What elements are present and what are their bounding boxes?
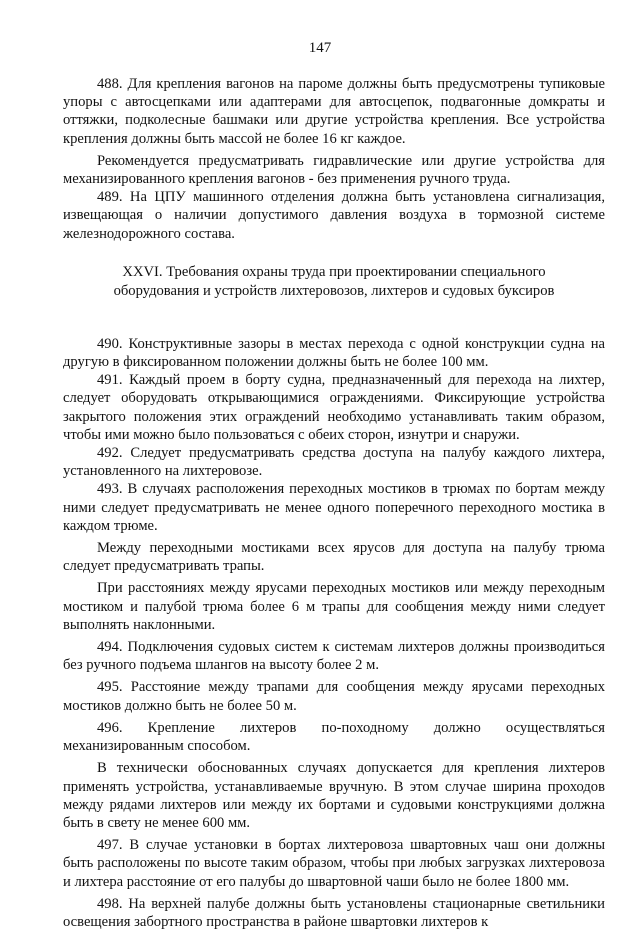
paragraph-494: 494. Подключения судовых систем к системам лихтеров должны производиться без ручного подъема шлангов на высоту более 2 м. xyxy=(63,639,605,674)
page-number: 147 xyxy=(308,40,332,56)
paragraph-493: 493. В случаях расположения переходных мостиков в трюмах по бортам между ними следует предусматривать не менее одного поперечного переходного мостика в каждом трюме. xyxy=(63,481,605,534)
paragraph-490: 490. Конструктивные зазоры в местах перехода с одной конструкции судна на другую в фиксированном положении должны быть не более 100 мм. xyxy=(63,335,605,371)
paragraph-493-distance: При расстояниях между ярусами переходных мостиков или между переходным мостиком и палубой трюма более 6 м трапы для сообщения между ними следует выполнять наклонными. xyxy=(63,580,605,633)
paragraph-488: 488. Для крепления вагонов на пароме должны быть предусмотрены тупиковые упоры с автосцепками или адаптерами для автосцепок, подвагонные домкраты и оттяжки, подколесные башмаки или другие устройства крепления. Все устройства крепления должны быть массой не более 16 кг каждое. xyxy=(63,76,605,147)
paragraph-492: 492. Следует предусматривать средства доступа на палубу каждого лихтера, установленного на лихтеровозе. xyxy=(63,445,605,480)
paragraph-489: 489. На ЦПУ машинного отделения должна быть установлена сигнализация, извещающая о наличии допустимого давления воздуха в тормозной системе железнодорожного состава. xyxy=(63,189,605,242)
document-body xyxy=(63,75,605,931)
paragraph-497: 497. В случае установки в бортах лихтеровоза швартовных чаш они должны быть расположены по высоте таким образом, чтобы при любых загрузках лихтеровоза и лихтера расстояние от его палубы до швартовной чаши было не более 1800 мм. xyxy=(63,837,605,890)
paragraph-495: 495. Расстояние между трапами для сообщения между ярусами переходных мостиков должно быть не более 50 м. xyxy=(63,679,605,714)
paragraph-496: 496. Крепление лихтеров по-походному должно осуществляться механизированным способом. xyxy=(63,719,605,755)
paragraph-498: 498. На верхней палубе должны быть установлены стационарные светильники освещения забортного пространства в районе швартовки лихтеров к xyxy=(63,895,605,930)
section-heading: XXVI. Требования охраны труда при проектировании специального оборудования и устройств лихтеровозов, лихтеров и судовых буксиров xyxy=(113,263,555,299)
paragraph-496-manual: В технически обоснованных случаях допускается для крепления лихтеров применять устройства, устанавливаемые вручную. В этом случае ширина проходов между рядами лихтеров или между их бортами и судовыми конструкциями должна быть в свету не менее 600 мм. xyxy=(63,760,605,831)
paragraph-488-note: Рекомендуется предусматривать гидравлические или другие устройства для механизированного крепления вагонов - без применения ручного труда. xyxy=(63,152,605,188)
paragraph-493-trapy: Между переходными мостиками всех ярусов для доступа на палубу трюма следует предусматривать трапы. xyxy=(63,540,605,575)
paragraph-491: 491. Каждый проем в борту судна, предназначенный для перехода на лихтер, следует оборудовать открывающимися ограждениями. Фиксирующие устройства закрытого положения этих ограждений необходимо устанавливать таким образом, чтобы ими можно было пользоваться с обеих сторон, изнутри и снаружи. xyxy=(63,372,605,443)
